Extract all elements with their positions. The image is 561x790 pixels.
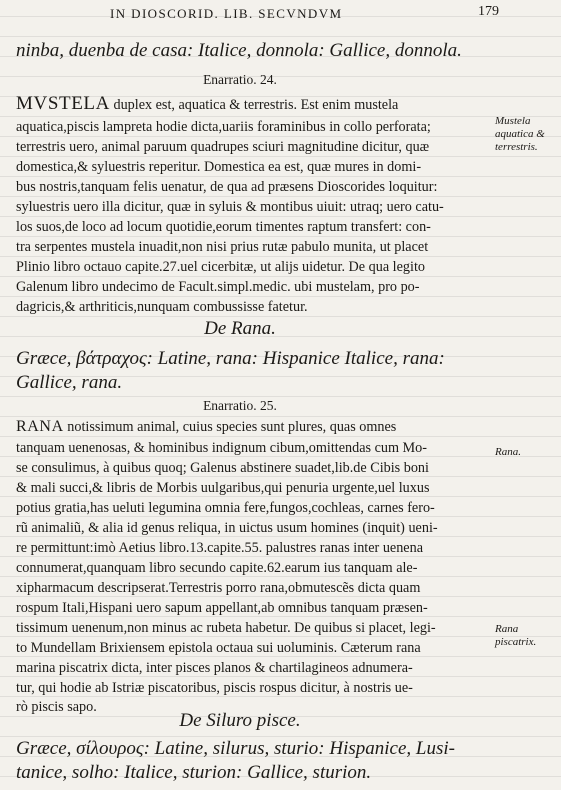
enarratio-24-line: los suos,de loco ad locum quotidie,eorum timentes raptum transfert: con-: [16, 219, 431, 235]
enarratio-25-line: marina piscatrix dicta, inter pisces planos & chartilagineos adnumera-: [16, 660, 413, 676]
de-rana-names-1: Græce, βάτραχος: Latine, rana: Hispanice Italice, rana:: [16, 348, 445, 369]
margin-note-rana: Rana.: [495, 446, 521, 458]
enarratio-24-line: aquatica,piscis lampreta hodie dicta,uariis foraminibus in collo perforata;: [16, 119, 431, 135]
margin-note-rana-piscatrix: Rana piscatrix.: [495, 623, 537, 648]
enarratio-24-line: tra serpentes mustela inuadit,non nisi prius rutæ pabulo munita, ut placet: [16, 239, 429, 255]
top-line: ninba, duenba de casa: Italice, donnola: Gallice, donnola.: [16, 40, 462, 61]
de-rana-title: De Rana.: [204, 318, 276, 339]
de-siluro-title: De Siluro pisce.: [179, 710, 301, 731]
de-siluro-names-2: tanice, solho: Italice, sturion: Gallice, sturion.: [16, 762, 372, 783]
enarratio-24-line: terrestris uero, animal paruum quadrupes sciuri magnitudine dicitur, quæ: [16, 139, 430, 155]
enarratio-25-line: re permittunt:imò Aetius libro.13.capite.55. palustres ranas inter uenena: [16, 540, 423, 556]
enarratio-25-line: rò piscis sapo.: [16, 699, 97, 715]
margin-note-mustela: Mustela aquatica & terrestris.: [495, 115, 545, 153]
enarratio-25-line: xipharmacum descripserat.Terrestris porro rana,obmutescẽs dicta quam: [16, 580, 421, 596]
enarratio-24-line: Plinio libro octauo capite.27.uel cicerbitæ, ut alijs uidetur. De qua legito: [16, 259, 425, 275]
enarratio-25-line: to Mundellam Brixiensem epistola octaua sui uoluminis. Cæterum rana: [16, 640, 421, 656]
text-line: duplex est, aquatica & terrestris. Est enim mustela: [109, 97, 399, 113]
page-number: 179: [478, 4, 499, 19]
lead-word: MVSTELA: [16, 93, 110, 114]
enarratio-25-line: [16, 418, 396, 436]
enarratio-24-heading: Enarratio. 24.: [203, 72, 277, 87]
enarratio-25-line: connumerat,quanquam libro secundo capite.62.earum ius tanquam ale-: [16, 560, 418, 576]
enarratio-25-line: se consulimus, à quibus quoq; Galenus abstinere suadet,lib.de Cibis boni: [16, 460, 429, 476]
enarratio-24-line: syluestris uero illa dicitur, quæ in syluis & montibus uiuit: utraq; uero catu-: [16, 199, 444, 215]
text-line: notissimum animal, cuius species sunt plures, quas omnes: [63, 419, 397, 435]
enarratio-25-line: tanquam uenenosas, & hominibus indignum cibum,omittendas cum Mo-: [16, 440, 427, 456]
enarratio-24-line: dagricis,& arthriticis,nunquam combussisse fatetur.: [16, 299, 308, 315]
enarratio-25-line: potius gratia,has ueluti legumina omnia fere,fungos,cochleas, carnes fero-: [16, 500, 435, 516]
enarratio-25-line: rũ animaliũ, & alia id genus reliqua, in uictus usum homines (inquit) ueni-: [16, 520, 438, 536]
enarratio-25-line: tur, qui hodie ab Istriæ piscatoribus, piscis rospus dicitur, à nostris ue-: [16, 680, 413, 696]
enarratio-24-line: domestica,& syluestris reperitur. Domestica ea est, quæ mures in domi-: [16, 159, 422, 175]
enarratio-24-line: Galenum libro undecimo de Facult.simpl.medic. ubi mustelam, pro po-: [16, 279, 420, 295]
de-rana-names-2: Gallice, rana.: [16, 372, 123, 393]
enarratio-25-heading: Enarratio. 25.: [203, 398, 277, 413]
enarratio-25-line: tissimum uenenum,non minus ac rubeta habetur. De quibus si placet, legi-: [16, 620, 436, 636]
enarratio-25-line: & mali succi,& libris de Morbis uulgaribus,qui penuria urgente,uel luxus: [16, 480, 430, 496]
enarratio-24-line: bus nostris,tanquam felis uenatur, de qua ad præsens Dioscorides loquitur:: [16, 179, 438, 195]
enarratio-25-line: rospum Itali,Hispani uero sapum appellant,ab omnibus tanquam præsen-: [16, 600, 428, 616]
running-title: IN DIOSCORID. LIB. SECVNDVM: [110, 6, 343, 21]
de-siluro-names-1: Græce, σίλουρος: Latine, silurus, sturio: Hispanice, Lusi-: [16, 738, 455, 759]
enarratio-24-line: [16, 93, 398, 115]
lead-word: RANA: [16, 418, 64, 435]
